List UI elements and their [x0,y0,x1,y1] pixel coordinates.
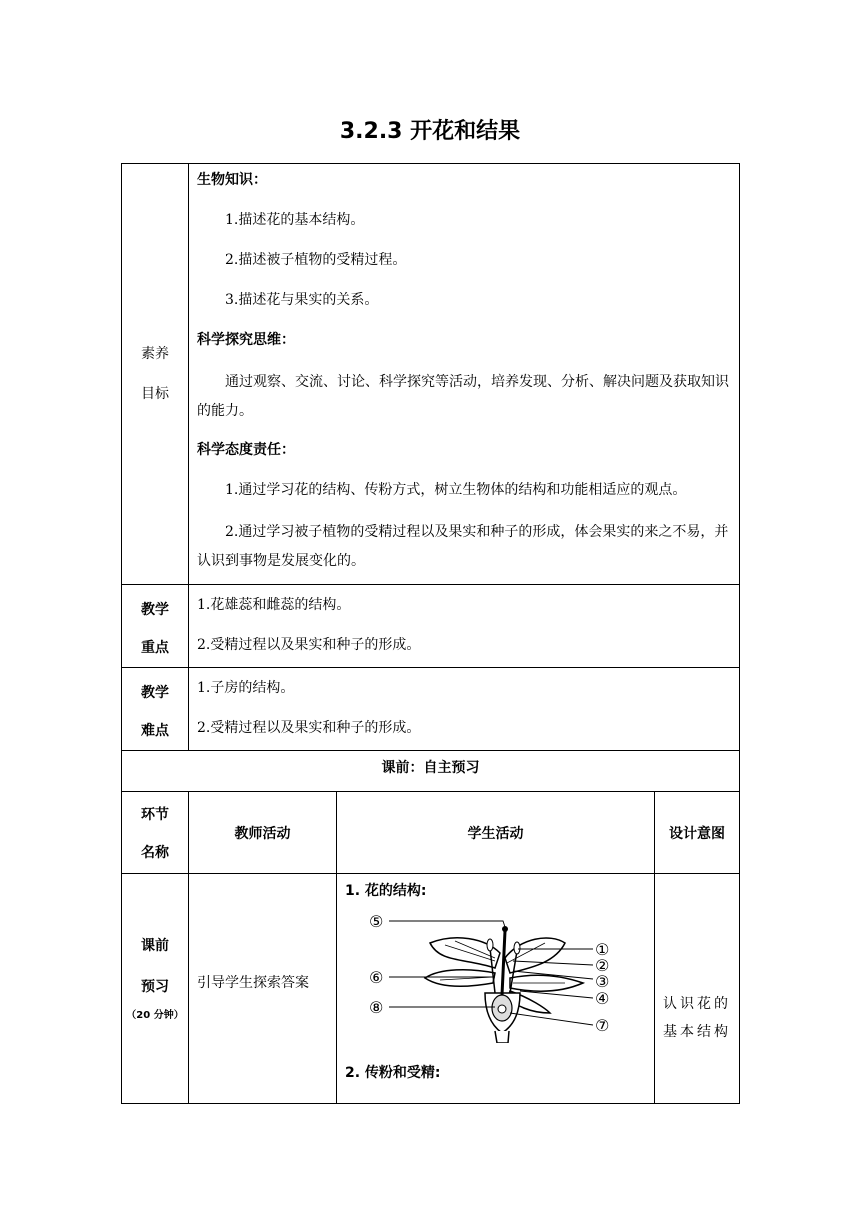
page-title: 3.2.3 开花和结果 [339,119,521,144]
att-heading: 科学态度责任： [197,442,295,458]
difficulty-item: 1.子房的结构。 [197,680,295,696]
goals-label-line1: 素养 [141,346,169,362]
preview-row [122,874,740,1104]
label-4: ④ [595,989,610,1008]
label-7: ⑦ [595,1016,610,1035]
difficulties-content [189,668,740,751]
anther-right [514,942,520,954]
col-student: 学生活动 [337,792,655,874]
sci-text: 通过观察、交流、讨论、科学探究等活动，培养发现、分析、解决问题及获取知识的能力。 [197,374,729,419]
flower-structure-diagram [345,913,645,1043]
label-5: ⑤ [369,913,384,931]
column-header-row [122,792,740,874]
att-item: 1.通过学习花的结构、传粉方式，树立生物体的结构和功能相适应的观点。 [225,482,687,498]
key-points-content [189,585,740,668]
key-point-item: 1.花雄蕊和雌蕊的结构。 [197,597,351,613]
student-item-1: 1. 花的结构: [345,883,427,899]
difficulties-label-line1: 教学 [141,685,169,701]
teacher-activity: 引导学生探索答案 [189,874,337,1104]
label-1: ① [595,940,610,959]
key-points-row [122,585,740,668]
goals-row [122,164,740,585]
stage-line1: 课前 [141,938,169,954]
col-stage-line1: 环节 [141,807,169,823]
bio-item: 2.描述被子植物的受精过程。 [225,252,407,268]
difficulty-item: 2.受精过程以及果实和种子的形成。 [197,720,421,736]
design-intent: 认识花的基本结构 [655,874,740,1104]
bio-item: 3.描述花与果实的关系。 [225,292,379,308]
sci-heading: 科学探究思维： [197,332,295,348]
att-item: 2.通过学习被子植物的受精过程以及果实和种子的形成，体会果实的来之不易，并认识到事物是发展变化的。 [197,524,729,569]
ovule [498,1005,506,1013]
petal-lower-left [425,970,495,987]
difficulties-label-line2: 难点 [141,723,169,739]
label-3: ③ [595,972,610,991]
stage-line2: 预习 [141,979,169,995]
student-activity [337,874,655,1104]
difficulties-label [122,668,189,751]
key-points-label [122,585,189,668]
bio-heading: 生物知识： [197,172,267,188]
section-header: 课前：自主预习 [122,751,740,792]
difficulties-row [122,668,740,751]
col-design: 设计意图 [655,792,740,874]
key-points-label-line1: 教学 [141,602,169,618]
goals-label-line2: 目标 [141,386,169,402]
col-stage-line2: 名称 [141,845,169,861]
key-points-label-line2: 重点 [141,640,169,656]
col-stage [122,792,189,874]
lesson-plan-table [121,163,740,1104]
label-8: ⑧ [369,998,384,1017]
student-item-2: 2. 传粉和受精: [345,1065,441,1081]
label-6: ⑥ [369,968,384,987]
bio-item: 1.描述花的基本结构。 [225,212,365,228]
label-2: ② [595,956,610,975]
goals-label [122,164,189,585]
style [502,931,505,995]
goals-content [189,164,740,585]
stage-cell [122,874,189,1104]
col-teacher: 教师活动 [189,792,337,874]
stage-time: （20 分钟） [126,1010,184,1021]
section-header-row [122,751,740,792]
anther-left [487,939,493,951]
key-point-item: 2.受精过程以及果实和种子的形成。 [197,637,421,653]
flower-stem [495,1031,509,1043]
